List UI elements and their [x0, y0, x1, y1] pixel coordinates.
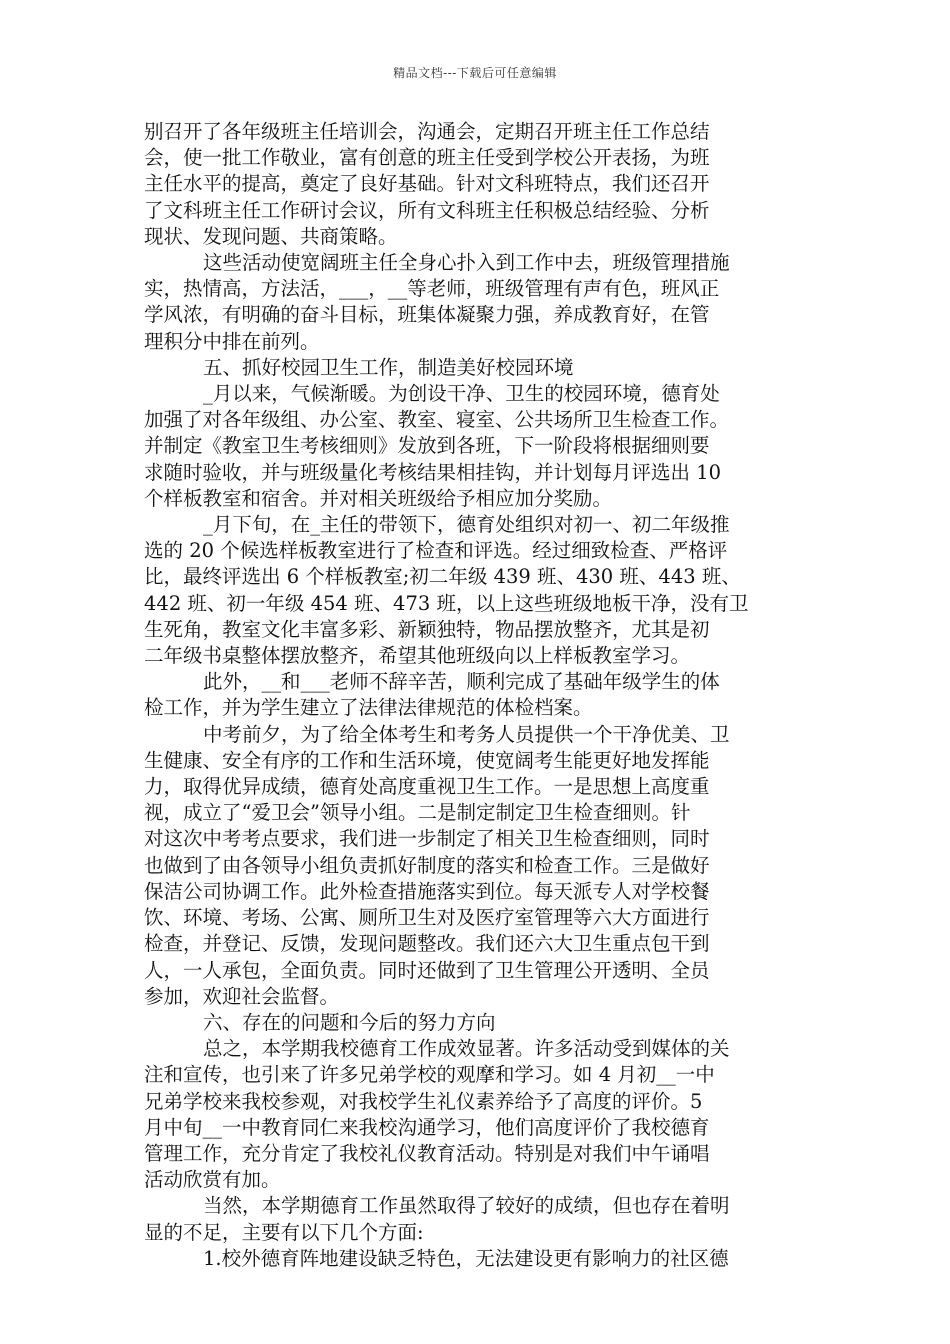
text-line: 实，热情高，方法活，___，__等老师，班级管理有声有色，班风正	[144, 277, 720, 301]
text-line: 比，最终评选出 6 个样板教室;初二年级 439 班、430 班、443 班、	[144, 565, 741, 589]
text-line: 个样板教室和宿舍。并对相关班级给予相应加分奖励。	[144, 486, 613, 510]
text-line: 对这次中考考点要求，我们进一步制定了相关卫生检查细则，同时	[144, 827, 710, 851]
text-line: _月以来，气候渐暖。为创设干净、卫生的校园环境，德育处	[203, 382, 720, 406]
text-line: 会，使一批工作敬业，富有创意的班主任受到学校公开表扬，为班	[144, 146, 710, 170]
text-line: 理积分中排在前列。	[144, 329, 320, 353]
text-line: 生死角，教室文化丰富多彩、新颖独特，物品摆放整齐，尤其是初	[144, 617, 710, 641]
text-line: 检查，并登记、反馈，发现问题整改。我们还六大卫生重点包干到	[144, 932, 710, 956]
text-line: 视，成立了“爱卫会”领导小组。二是制定制定卫生检查细则。针	[144, 801, 691, 825]
text-line: 生健康、安全有序的工作和生活环境，使宽阔考生能更好地发挥能	[144, 748, 710, 772]
text-line: 此外，__和___老师不辞辛苦，顺利完成了基础年级学生的体	[203, 670, 720, 694]
text-line: 活动欣赏有加。	[144, 1168, 281, 1192]
text-line: 月中旬__一中教育同仁来我校沟通学习，他们高度评价了我校德育	[144, 1115, 710, 1139]
text-line: 中考前夕，为了给全体考生和考务人员提供一个干净优美、卫	[203, 722, 730, 746]
text-line: 六、存在的问题和今后的努力方向	[203, 1010, 496, 1034]
text-line: 饮、环境、考场、公寓、厕所卫生对及医疗室管理等六大方面进行	[144, 906, 710, 930]
text-line: 学风浓，有明确的奋斗目标，班集体凝聚力强，养成教育好，在管	[144, 303, 710, 327]
text-line: 参加，欢迎社会监督。	[144, 984, 340, 1008]
text-line: 加强了对各年级组、办公室、教室、寝室、公共场所卫生检查工作。	[144, 408, 730, 432]
text-line: 兄弟学校来我校参观，对我校学生礼仪素养给予了高度的评价。5	[144, 1089, 703, 1113]
text-line: 求随时验收，并与班级量化考核结果相挂钩，并计划每月评选出 10	[144, 460, 722, 484]
page-header: 精品文档---下载后可任意编辑	[393, 66, 557, 80]
text-line: 主任水平的提高，奠定了良好基础。针对文科班特点，我们还召开	[144, 172, 710, 196]
text-line: 检工作，并为学生建立了法律法律规范的体检档案。	[144, 696, 593, 720]
text-line: 别召开了各年级班主任培训会，沟通会，定期召开班主任工作总结	[144, 120, 710, 143]
text-line: 当然，本学期德育工作虽然取得了较好的成绩，但也存在着明	[203, 1194, 730, 1218]
text-line: 并制定《教室卫生考核细则》发放到各班，下一阶段将根据细则要	[144, 434, 710, 458]
text-line: 保洁公司协调工作。此外检查措施落实到位。每天派专人对学校餐	[144, 879, 710, 903]
text-line: 1.校外德育阵地建设缺乏特色，无法建设更有影响力的社区德	[203, 1246, 729, 1270]
text-line: 五、抓好校园卫生工作，制造美好校园环境	[203, 355, 574, 379]
text-line: 也做到了由各领导小组负责抓好制度的落实和检查工作。三是做好	[144, 853, 710, 877]
text-line: 了文科班主任工作研讨会议，所有文科班主任积极总结经验、分析	[144, 198, 710, 222]
text-line: 力，取得优异成绩，德育处高度重视卫生工作。一是思想上高度重	[144, 775, 710, 799]
text-line: 这些活动使宽阔班主任全身心扑入到工作中去，班级管理措施	[203, 251, 730, 275]
text-line: 人，一人承包，全面负责。同时还做到了卫生管理公开透明、全员	[144, 958, 710, 982]
text-line: 现状、发现问题、共商策略。	[144, 224, 398, 248]
text-line: 管理工作，充分肯定了我校礼仪教育活动。特别是对我们中午诵唱	[144, 1141, 710, 1165]
text-line: _月下旬，在_主任的带领下，德育处组织对初一、初二年级推	[203, 513, 730, 537]
text-line: 显的不足，主要有以下几个方面:	[144, 1220, 424, 1244]
text-line: 注和宣传，也引来了许多兄弟学校的观摩和学习。如 4 月初__一中	[144, 1063, 715, 1087]
text-line: 442 班、初一年级 454 班、473 班，以上这些班级地板干净，没有卫	[144, 591, 749, 615]
document-body	[144, 119, 814, 1272]
text-line: 选的 20 个候选样板教室进行了检查和评选。经过细致检查、严格评	[144, 539, 728, 563]
text-line: 二年级书桌整体摆放整齐，希望其他班级向以上样板教室学习。	[144, 644, 691, 668]
text-line: 总之，本学期我校德育工作成效显著。许多活动受到媒体的关	[203, 1037, 730, 1061]
